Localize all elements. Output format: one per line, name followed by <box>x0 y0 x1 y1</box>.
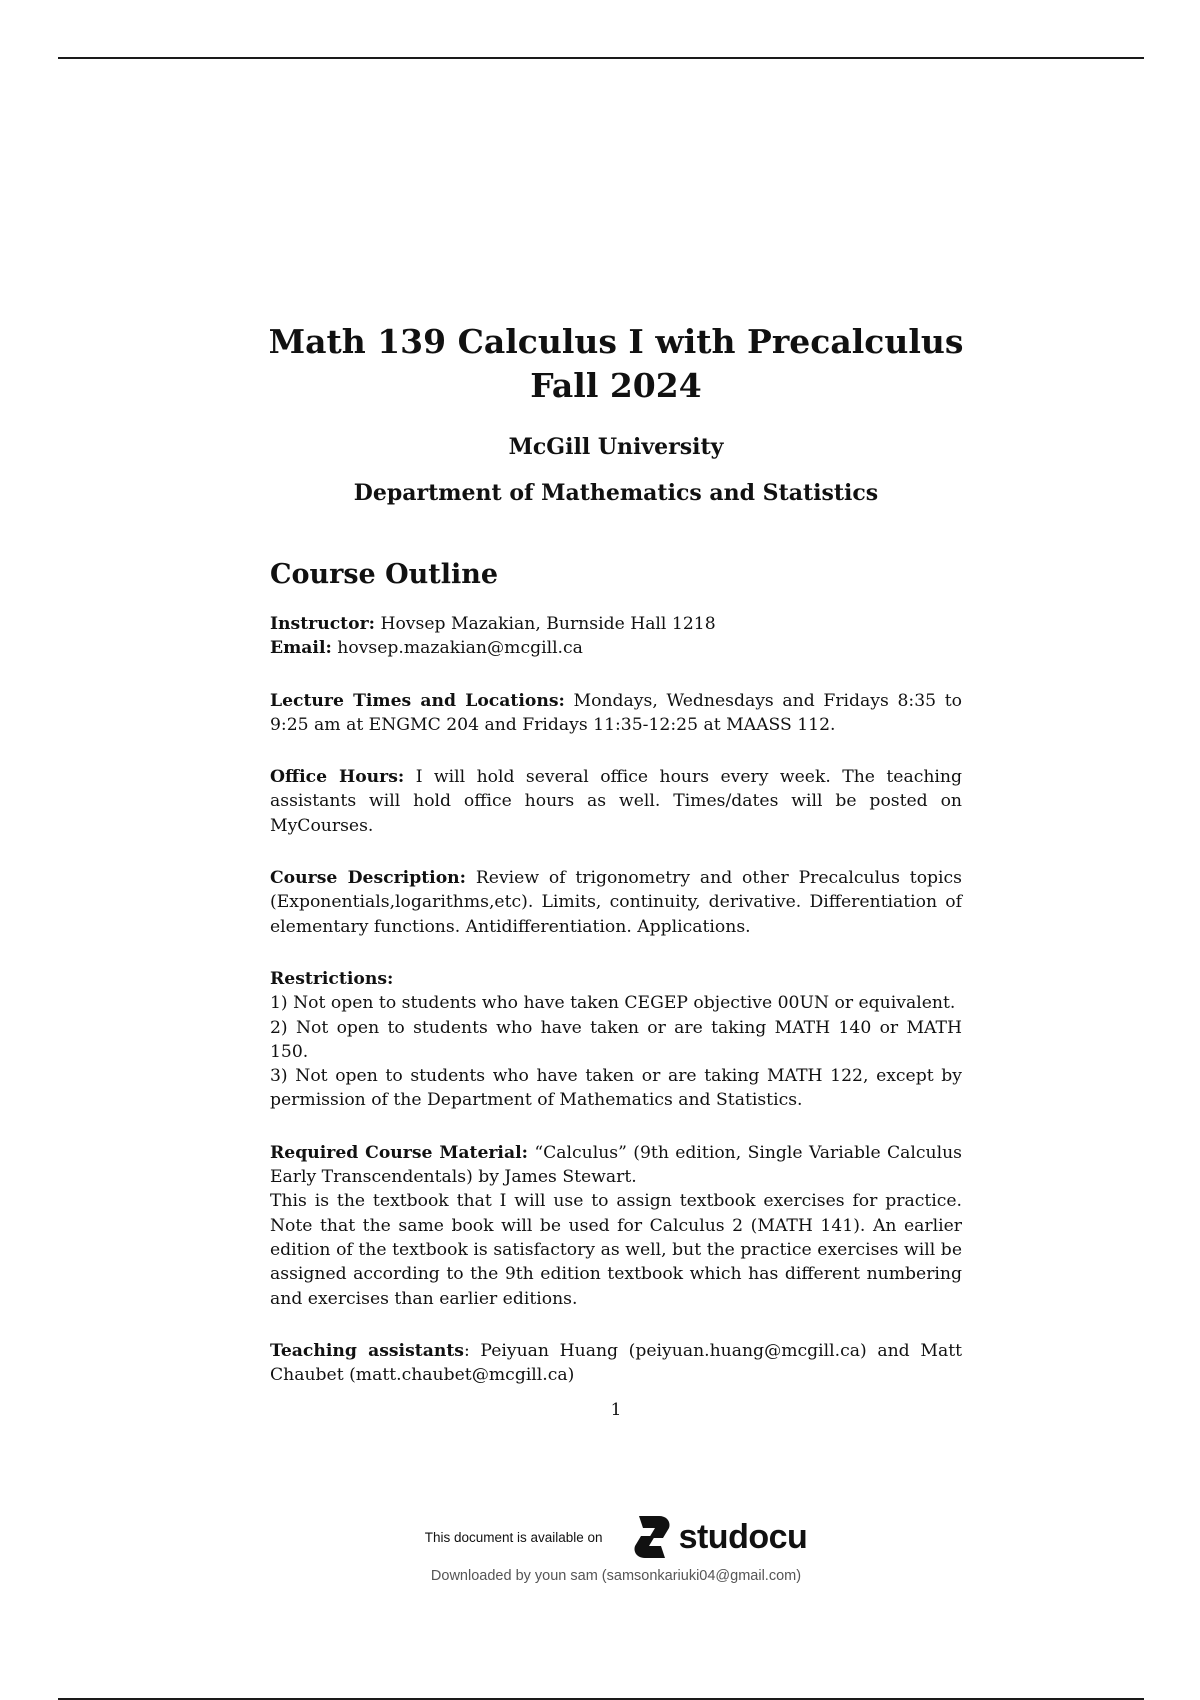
lecture-value: Mondays, Wednesdays and Fridays 8:35 to 9:25 am at ENGMC 204 and Fridays 11:35-12:25 at MAASS 112. <box>270 690 962 735</box>
description-label: Course Description: <box>270 868 467 889</box>
office-hours <box>270 765 962 838</box>
section-heading: Course Outline <box>270 559 499 590</box>
restrictions-label: Restrictions: <box>270 968 394 989</box>
email-value: hovsep.mazakian@mcgill.ca <box>337 638 583 659</box>
tas-label: Teaching assistants <box>270 1340 464 1361</box>
top-rule <box>58 57 1144 59</box>
downloaded-by: Downloaded by youn sam (samsonkariuki04@gmail.com) <box>430 1568 802 1584</box>
course-title: Math 139 Calculus I with Precalculus <box>268 322 964 361</box>
restriction-item: 3) Not open to students who have taken or are taking MATH 122, except by permission of the Department of Mathematics and Statistics. <box>270 1066 962 1111</box>
course-term: Fall 2024 <box>530 366 702 405</box>
studocu-footer <box>0 1512 1200 1584</box>
lecture-label: Lecture Times and Locations: <box>270 690 565 711</box>
required-material <box>270 1141 962 1311</box>
restrictions <box>270 967 962 1113</box>
studocu-brand[interactable] <box>629 1512 808 1562</box>
material-note: This is the textbook that I will use to assign textbook exercises for practice. Note that the same book will be used for Calculus 2 (MATH 141). An earlier edition of the textbook is satisfactory as well, but the practice exercises will be assigned according to the 9th edition textbook which has different numbering and exercises than earlier editions. <box>270 1191 962 1309</box>
instructor-label: Instructor: <box>270 614 375 634</box>
course-outline <box>270 558 962 1415</box>
description-value: Review of trigonometry and other Precalculus topics (Exponentials,logarithms,etc). Limits, continuity, derivative. Differentiation of elementary functions. Antidifferentiation. Applications. <box>270 868 962 937</box>
material-label: Required Course Material: <box>270 1142 528 1163</box>
material-line <box>270 1141 962 1190</box>
brand-name: studocu <box>678 1517 808 1556</box>
page-number: 1 <box>610 1400 622 1420</box>
department-name: Department of Mathematics and Statistics <box>353 480 879 506</box>
tas-value: : Peiyuan Huang (peiyuan.huang@mcgill.ca) and Matt Chaubet (matt.chaubet@mcgill.ca) <box>270 1340 963 1386</box>
office-hours-label: Office Hours: <box>270 767 405 788</box>
lecture-times <box>270 689 962 738</box>
course-description <box>270 866 962 939</box>
restriction-item: 1) Not open to students who have taken CEGEP objective 00UN or equivalent. <box>270 993 956 1014</box>
teaching-assistants <box>270 1339 962 1388</box>
material-value: “Calculus” (9th edition, Single Variable Calculus Early Transcendentals) by James Stewart. <box>270 1142 963 1188</box>
instructor-info <box>270 612 962 661</box>
email-label: Email: <box>270 638 332 659</box>
office-hours-value: I will hold several office hours every week. The teaching assistants will hold office hours as well. Times/dates will be posted on MyCourses. <box>270 767 962 836</box>
university-name: McGill University <box>508 434 724 460</box>
availability-row <box>0 1512 1200 1562</box>
instructor-line <box>270 612 962 636</box>
instructor-value: Hovsep Mazakian, Burnside Hall 1218 <box>380 614 716 634</box>
studocu-logo-icon <box>629 1512 675 1562</box>
availability-text: This document is available on <box>424 1529 603 1545</box>
restriction-item: 2) Not open to students who have taken or are taking MATH 140 or MATH 150. <box>270 1017 962 1062</box>
email-line <box>270 636 962 660</box>
document-header <box>0 320 1200 508</box>
